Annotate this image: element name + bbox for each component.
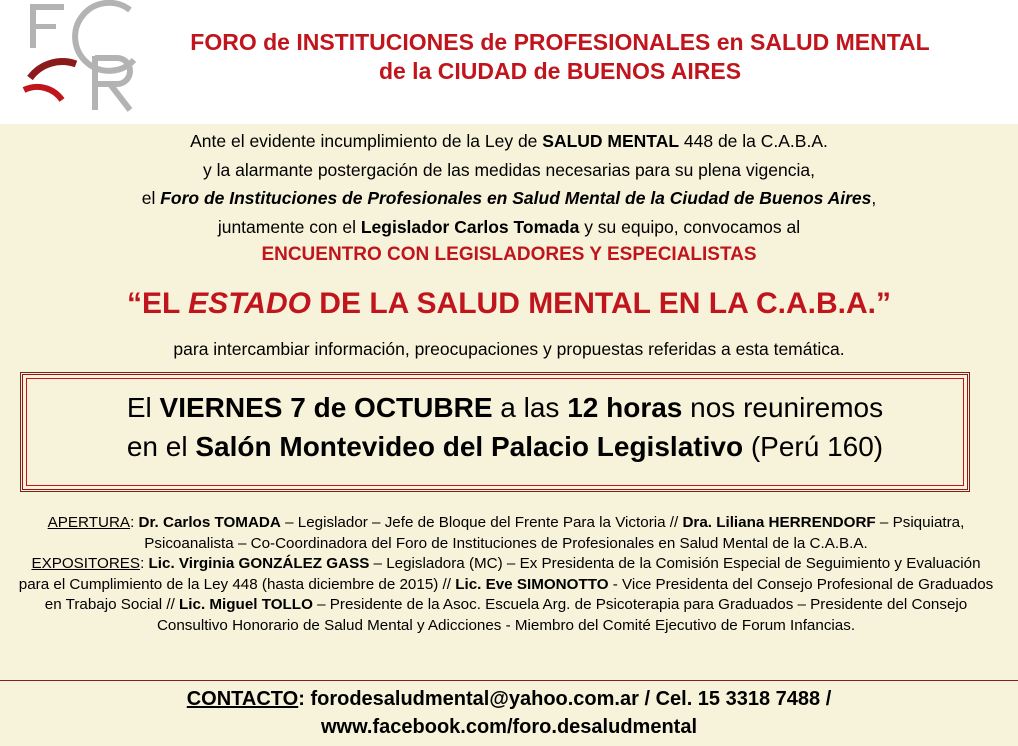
- slogan-estado: ESTADO: [188, 287, 311, 320]
- intro-bold-salud-mental: SALUD MENTAL: [542, 131, 680, 151]
- expositores-label: EXPOSITORES: [31, 555, 141, 573]
- intro-line-1: [0, 127, 1018, 156]
- intro-line-3: [0, 184, 1018, 213]
- speaker-name: Dra. Liliana HERRENDORF: [682, 514, 876, 531]
- event-line-1: [0, 388, 1010, 427]
- speakers-details: [16, 513, 996, 637]
- contact-label: CONTACTO: [186, 688, 299, 710]
- event-slogan: [0, 284, 1018, 324]
- intro-text: juntamente con el: [217, 216, 361, 237]
- contact-section: [0, 685, 1018, 741]
- intro-text: ,: [871, 188, 877, 208]
- contact-text: :: [298, 688, 311, 710]
- event-time: 12 horas: [567, 392, 683, 423]
- apertura-label: APERTURA: [47, 514, 131, 531]
- header: [0, 0, 1018, 124]
- slogan-text: DE LA SALUD MENTAL EN LA C.A.B.A.”: [310, 287, 891, 320]
- intro-text: 448 de la C.A.B.A.: [679, 131, 828, 151]
- speaker-name: Lic. Eve SIMONOTTO: [455, 575, 609, 593]
- organization-title-line2: de la CIUDAD de BUENOS AIRES: [378, 58, 742, 84]
- speaker-name: Lic. Virginia GONZÁLEZ GASS: [148, 555, 370, 573]
- event-text: a las: [492, 392, 568, 423]
- intro-text: y su equipo, convocamos al: [579, 216, 801, 237]
- event-text: El: [126, 392, 160, 423]
- intro-paragraph: [0, 127, 1018, 270]
- organization-title-line1: FORO de INSTITUCIONES de PROFESIONALES en SALUD MENTAL: [190, 29, 930, 55]
- intro-legislator-name: Legislador Carlos Tomada: [360, 216, 580, 237]
- intro-text: el: [141, 188, 161, 208]
- event-date: VIERNES 7 de OCTUBRE: [159, 392, 493, 423]
- intro-text: Ante el evidente incumplimiento de la Ley de: [190, 131, 543, 151]
- event-venue: Salón Montevideo del Palacio Legislativo: [195, 431, 744, 462]
- contact-line-1: [0, 685, 1018, 713]
- foro-logo: [22, 0, 142, 112]
- event-address: (Perú 160): [743, 431, 884, 462]
- speaker-name: Lic. Miguel TOLLO: [179, 596, 313, 614]
- contact-email-phone[interactable]: forodesaludmental@yahoo.com.ar / Cel. 15 3318 7488 /: [310, 688, 832, 710]
- intro-line-2: y la alarmante postergación de las medidas necesarias para su plena vigencia,: [203, 159, 815, 180]
- speaker-name: Dr. Carlos TOMADA: [138, 514, 281, 531]
- speaker-role: – Psiquiatra, Psicoanalista – Co-Coordinadora del Foro de Instituciones de Profesionales en Salud Mental de la C.A.B.A.: [144, 514, 965, 552]
- purpose-text: para intercambiar información, preocupaciones y propuestas referidas a esta temática.: [173, 339, 845, 359]
- speaker-role: – Legisladora (MC) – Ex Presidenta de la Comisión Especial de Seguimiento y Evaluación para el Cumplimiento de la Ley 448 (hasta diciembre de 2015) //: [18, 555, 981, 593]
- speaker-role: - Vice Presidenta del Consejo Profesional de Graduados en Trabajo Social //: [44, 575, 994, 614]
- event-details: [0, 388, 1010, 466]
- slogan-text: “EL: [127, 287, 189, 320]
- contact-facebook-link[interactable]: www.facebook.com/foro.desaludmental: [321, 716, 697, 738]
- speaker-role: – Legislador – Jefe de Bloque del Frente Para la Victoria //: [280, 514, 683, 531]
- intro-foro-name: Foro de Instituciones de Profesionales en Salud Mental de la Ciudad de Buenos Aires: [160, 188, 872, 208]
- encuentro-heading: ENCUENTRO CON LEGISLADORES Y ESPECIALISTAS: [261, 244, 757, 265]
- details-text: :: [130, 514, 139, 531]
- event-text: en el: [126, 431, 196, 462]
- event-line-2: [0, 427, 1010, 466]
- organization-title: [140, 28, 980, 86]
- contact-divider: [0, 680, 1018, 681]
- details-text: :: [140, 555, 149, 573]
- speaker-role: – Presidente de la Asoc. Escuela Arg. de Psicoterapia para Graduados – Presidente del Consejo Consultivo Honorario de Salud Mental y Adicciones - Miembro del Comité Ejecutivo de Forum Infancias.: [156, 596, 968, 634]
- intro-line-4: [0, 213, 1018, 242]
- event-text: nos reuniremos: [682, 392, 884, 423]
